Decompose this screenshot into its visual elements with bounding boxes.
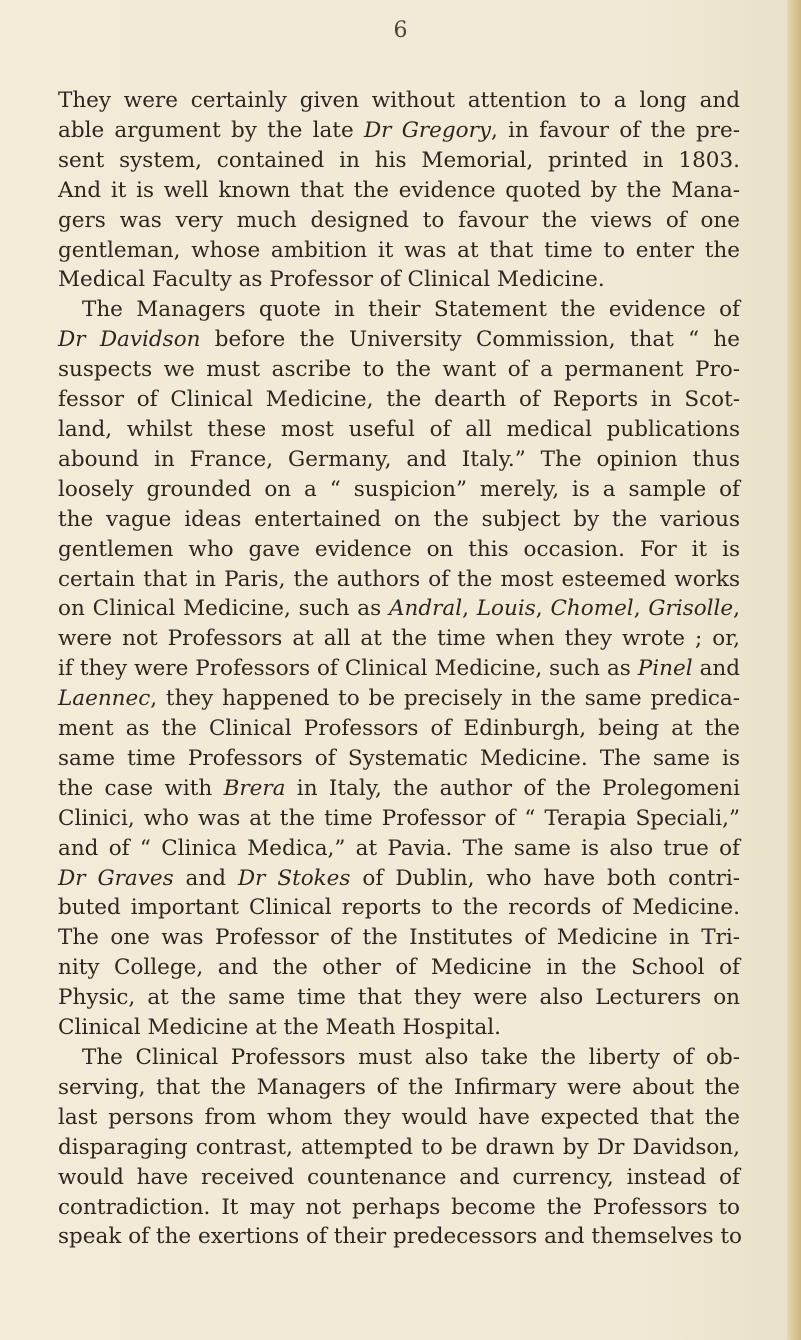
text-line: [58, 535, 740, 565]
text-segment: gers was very much designed to favour the views of one: [58, 207, 740, 233]
italic-text: Pinel: [637, 656, 693, 682]
text-segment: same time Professors of Systematic Medicine. The same is: [58, 745, 740, 771]
text-segment: ,: [462, 596, 477, 622]
text-segment: sent system, contained in his Memorial, printed in 1803.: [58, 147, 740, 173]
text-segment: The one was Professor of the Institutes of Medicine in Tri-: [58, 925, 740, 951]
body-text: [58, 86, 740, 1252]
italic-text: Dr Davidson: [58, 327, 201, 353]
text-line: [58, 355, 740, 385]
text-line: [58, 1043, 740, 1073]
text-segment: Clinical Medicine at the Meath Hospital.: [58, 1015, 501, 1041]
text-segment: the case with: [58, 775, 224, 801]
text-segment: loosely grounded on a “ suspicion” merely, is a sample of: [58, 476, 740, 502]
text-line: [58, 236, 740, 266]
text-segment: And it is well known that the evidence quoted by the Mana-: [58, 177, 740, 203]
text-line: [58, 146, 740, 176]
text-line: [58, 594, 740, 624]
text-segment: ,: [733, 596, 741, 622]
text-line: [58, 445, 740, 475]
text-segment: were not Professors at all at the time when they wrote ; or,: [58, 626, 740, 652]
text-segment: disparaging contrast, attempted to be drawn by Dr Davidson,: [58, 1134, 740, 1160]
text-line: [58, 1133, 740, 1163]
text-line: [58, 475, 740, 505]
text-line: [58, 1222, 740, 1252]
text-line: [58, 953, 740, 983]
text-segment: and: [173, 865, 238, 891]
text-line: [58, 1013, 740, 1043]
text-segment: Physic, at the same time that they were also Lecturers on: [58, 985, 740, 1011]
text-line: [58, 654, 740, 684]
text-line: [58, 744, 740, 774]
text-segment: ,: [633, 596, 649, 622]
text-line: [58, 893, 740, 923]
text-segment: buted important Clinical reports to the records of Medicine.: [58, 895, 740, 921]
italic-text: Andral: [388, 596, 463, 622]
text-line: [58, 804, 740, 834]
text-segment: able argument by the late: [58, 117, 364, 143]
text-line: [58, 116, 740, 146]
text-line: [58, 1163, 740, 1193]
italic-text: Brera: [223, 775, 286, 801]
text-segment: serving, that the Managers of the Infirmary were about the: [58, 1074, 740, 1100]
text-line: [58, 1103, 740, 1133]
text-line: [58, 983, 740, 1013]
text-segment: before the University Commission, that “ he: [200, 327, 740, 353]
text-line: [58, 415, 740, 445]
text-line: [58, 774, 740, 804]
italic-text: Dr Stokes: [237, 865, 351, 891]
italic-text: Dr Gregory: [363, 117, 492, 143]
text-segment: land, whilst these most useful of all medical publications: [58, 416, 740, 442]
text-segment: The Clinical Professors must also take the liberty of ob-: [82, 1045, 740, 1070]
italic-text: Chomel: [550, 596, 634, 622]
text-segment: in Italy, the author of the Prolegomeni: [285, 775, 740, 801]
text-segment: nity College, and the other of Medicine in the School of: [58, 955, 740, 981]
text-line: [58, 505, 740, 535]
text-line: [58, 923, 740, 953]
text-segment: and: [692, 656, 740, 682]
text-segment: They were certainly given without attention to a long and: [58, 88, 740, 113]
text-line: [58, 1193, 740, 1223]
text-segment: if they were Professors of Clinical Medicine, such as: [58, 656, 638, 682]
text-line: [58, 565, 740, 595]
text-segment: Medical Faculty as Professor of Clinical Medicine.: [58, 267, 605, 293]
text-line: [58, 265, 740, 295]
text-segment: The Managers quote in their Statement the evidence of: [82, 297, 740, 323]
text-segment: gentlemen who gave evidence on this occasion. For it is: [58, 536, 740, 562]
text-segment: on Clinical Medicine, such as: [58, 596, 389, 622]
text-segment: of Dublin, who have both contri-: [350, 865, 740, 891]
text-line: [58, 834, 740, 864]
text-line: [58, 1073, 740, 1103]
text-segment: and of “ Clinica Medica,” at Pavia. The same is also true of: [58, 835, 740, 861]
text-segment: gentleman, whose ambition it was at that time to enter the: [58, 237, 740, 263]
text-line: [58, 206, 740, 236]
italic-text: Louis: [476, 596, 536, 622]
text-segment: , they happened to be precisely in the same predica-: [150, 686, 740, 712]
text-segment: Clinici, who was at the time Professor of “ Terapia Speciali,”: [58, 805, 740, 831]
text-line: [58, 624, 740, 654]
text-segment: , in favour of the pre-: [491, 117, 740, 143]
text-segment: abound in France, Germany, and Italy.” The opinion thus: [58, 446, 740, 472]
text-segment: suspects we must ascribe to the want of a permanent Pro-: [58, 357, 740, 383]
page-edge: [787, 0, 801, 1340]
text-segment: the vague ideas entertained on the subject by the various: [58, 506, 740, 532]
page-number: 6: [393, 18, 408, 43]
text-line: [58, 325, 740, 355]
text-segment: fessor of Clinical Medicine, the dearth of Reports in Scot-: [58, 387, 740, 413]
text-segment: certain that in Paris, the authors of the most esteemed works: [58, 566, 740, 592]
text-segment: would have received countenance and currency, instead of: [58, 1164, 740, 1190]
text-line: [58, 176, 740, 206]
text-line: [58, 385, 740, 415]
text-segment: ,: [535, 596, 551, 622]
text-segment: contradiction. It may not perhaps become the Professors to: [58, 1194, 740, 1220]
text-line: [58, 684, 740, 714]
text-segment: ment as the Clinical Professors of Edinburgh, being at the: [58, 716, 740, 742]
italic-text: Laennec: [58, 686, 151, 712]
italic-text: Grisolle: [648, 596, 734, 622]
text-line: [58, 864, 740, 894]
italic-text: Dr Graves: [58, 865, 174, 891]
text-segment: last persons from whom they would have expected that the: [58, 1104, 740, 1130]
text-line: [58, 86, 740, 116]
text-segment: speak of the exertions of their predecessors and themselves to: [58, 1224, 742, 1250]
text-line: [58, 714, 740, 744]
text-line: [58, 295, 740, 325]
